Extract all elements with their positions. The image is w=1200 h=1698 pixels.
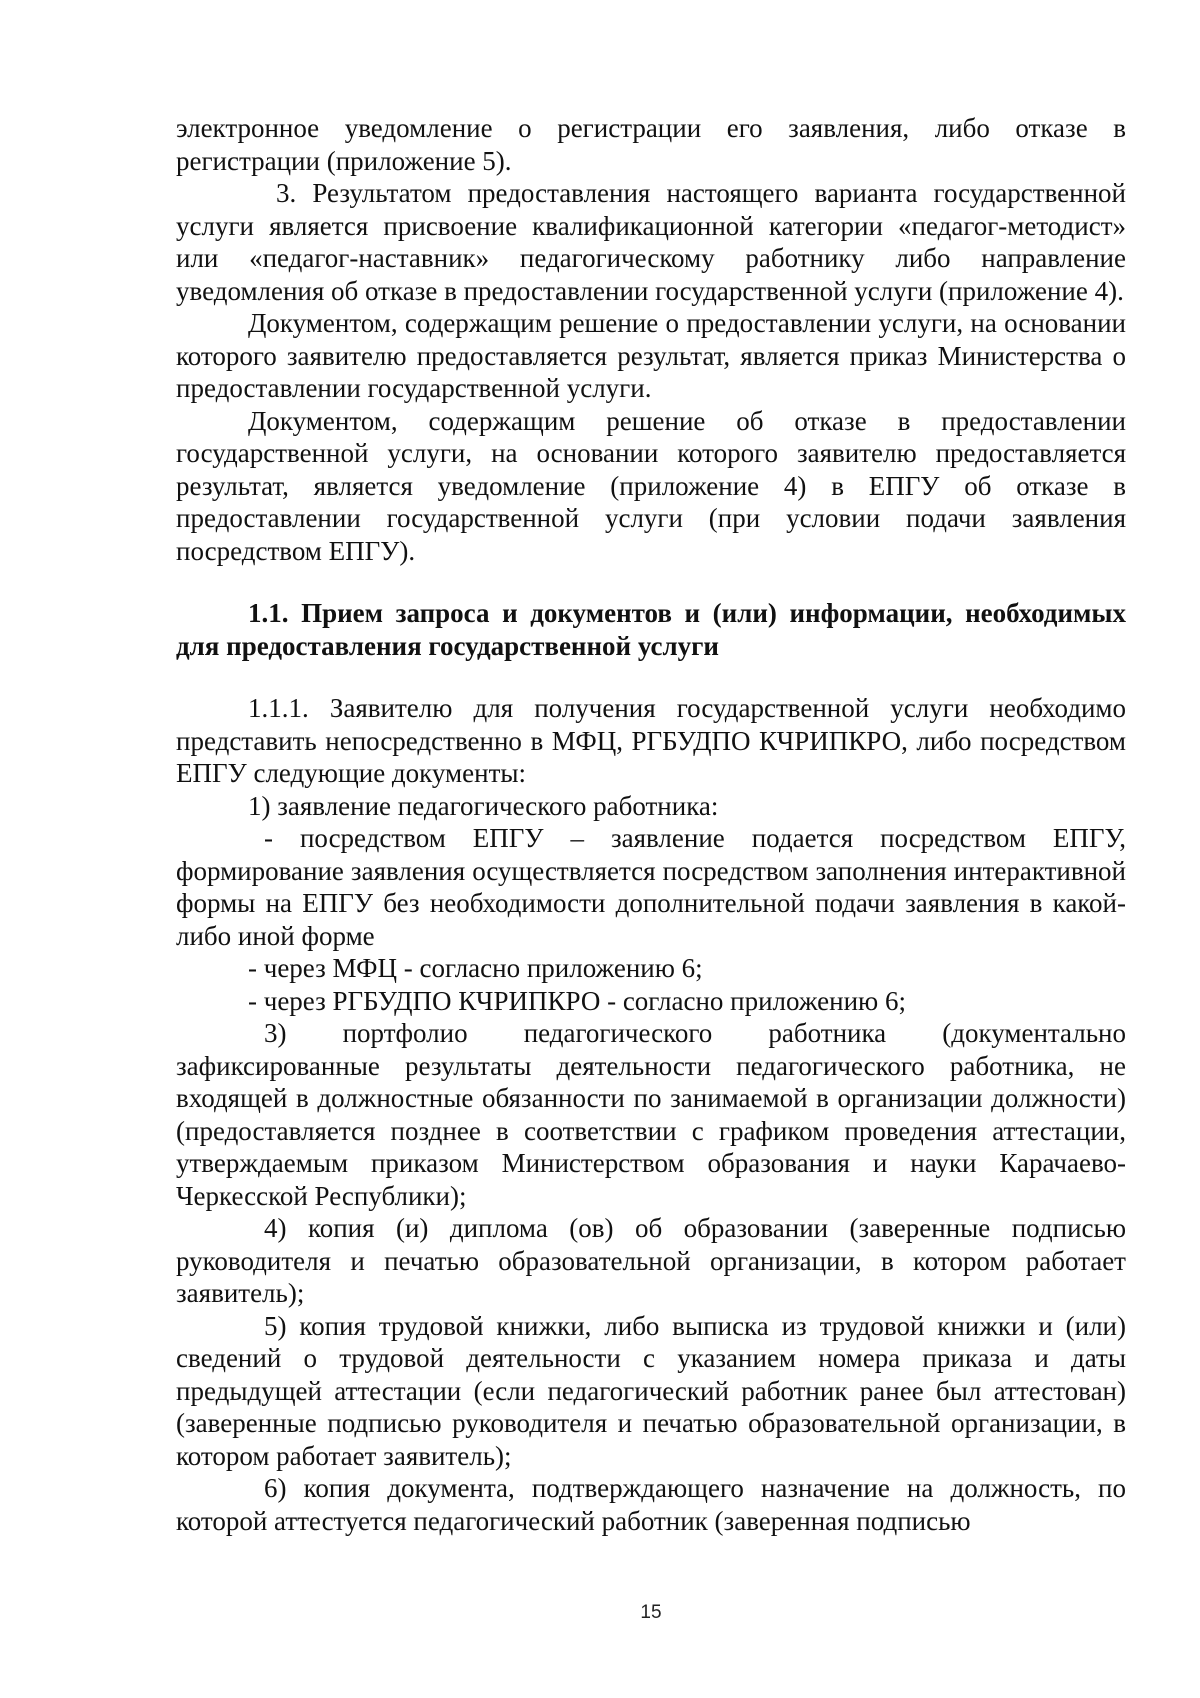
spacer bbox=[176, 662, 1126, 692]
list-item-3-portfolio: 3) портфолио педагогического работника (документально зафиксированные результаты деятельности педагогического работника, не входящей в должностные обязанности по занимаемой в организации должности) (предоставляется позднее в соответствии с графиком проведения аттестации, утверждаемым приказом Министерством образования и науки Карачаево-Черкесской Республики); bbox=[176, 1018, 1126, 1211]
list-item-via-mfc: - через МФЦ - согласно приложению 6; bbox=[248, 953, 703, 983]
list-item-5-employment-record: 5) копия трудовой книжки, либо выписка из трудовой книжки и (или) сведений о трудовой деятельности с указанием номера приказа и даты предыдущей аттестации (если педагогический работник ранее был аттестован) (заверенные подписью руководителя и печатью образовательной организации, в котором работает заявитель); bbox=[176, 1310, 1126, 1471]
paragraph-1-1-1: 1.1.1. Заявителю для получения государственной услуги необходимо представить непосредственно в МФЦ, РГБУДПО КЧРИПКРО, либо посредством ЕПГУ следующие документы: bbox=[176, 693, 1126, 788]
list-item-1-application: 1) заявление педагогического работника: bbox=[248, 790, 719, 821]
list-item-via-rgbudpo: - через РГБУДПО КЧРИПКРО - согласно приложению 6; bbox=[248, 985, 906, 1016]
section-heading-1-1: 1.1. Прием запроса и документов и (или) информации, необходимых для предоставления государственной услуги bbox=[176, 598, 1126, 661]
list-item-4-diploma: 4) копия (и) диплома (ов) об образовании (заверенные подписью руководителя и печатью образовательной организации, в котором работает заявитель); bbox=[176, 1213, 1126, 1308]
list-item-6-appointment: 6) копия документа, подтверждающего назначение на должность, по которой аттестуется педагогический работник (заверенная подписью bbox=[176, 1473, 1126, 1536]
spacer bbox=[176, 567, 1126, 597]
paragraph-registration-notice: электронное уведомление о регистрации его заявления, либо отказе в регистрации (приложение 5). bbox=[176, 113, 1126, 176]
page-number: 15 bbox=[640, 1602, 662, 1623]
paragraph-refusal-document: Документом, содержащим решение об отказе в предоставлении государственной услуги, на основании которого заявителю предоставляется результат, является уведомление (приложение 4) в ЕПГУ об отказе в предоставлении государственной услуги (при условии подачи заявления посредством ЕПГУ). bbox=[176, 405, 1126, 566]
paragraph-result-3: 3. Результатом предоставления настоящего варианта государственной услуги является присвоение квалификационной категории «педагог-методист» или «педагог-наставник» педагогическому работнику либо направление уведомления об отказе в предоставлении государственной услуги (приложение 4). bbox=[176, 178, 1126, 306]
document-page bbox=[176, 112, 1126, 1537]
paragraph-decision-document: Документом, содержащим решение о предоставлении услуги, на основании которого заявителю предоставляется результат, является приказ Министерства о предоставлении государственной услуги. bbox=[176, 308, 1126, 403]
list-item-via-epgu: - посредством ЕПГУ – заявление подается посредством ЕПГУ, формирование заявления осуществляется посредством заполнения интерактивной формы на ЕПГУ без необходимости дополнительной подачи заявления в какой-либо иной форме bbox=[176, 823, 1126, 951]
